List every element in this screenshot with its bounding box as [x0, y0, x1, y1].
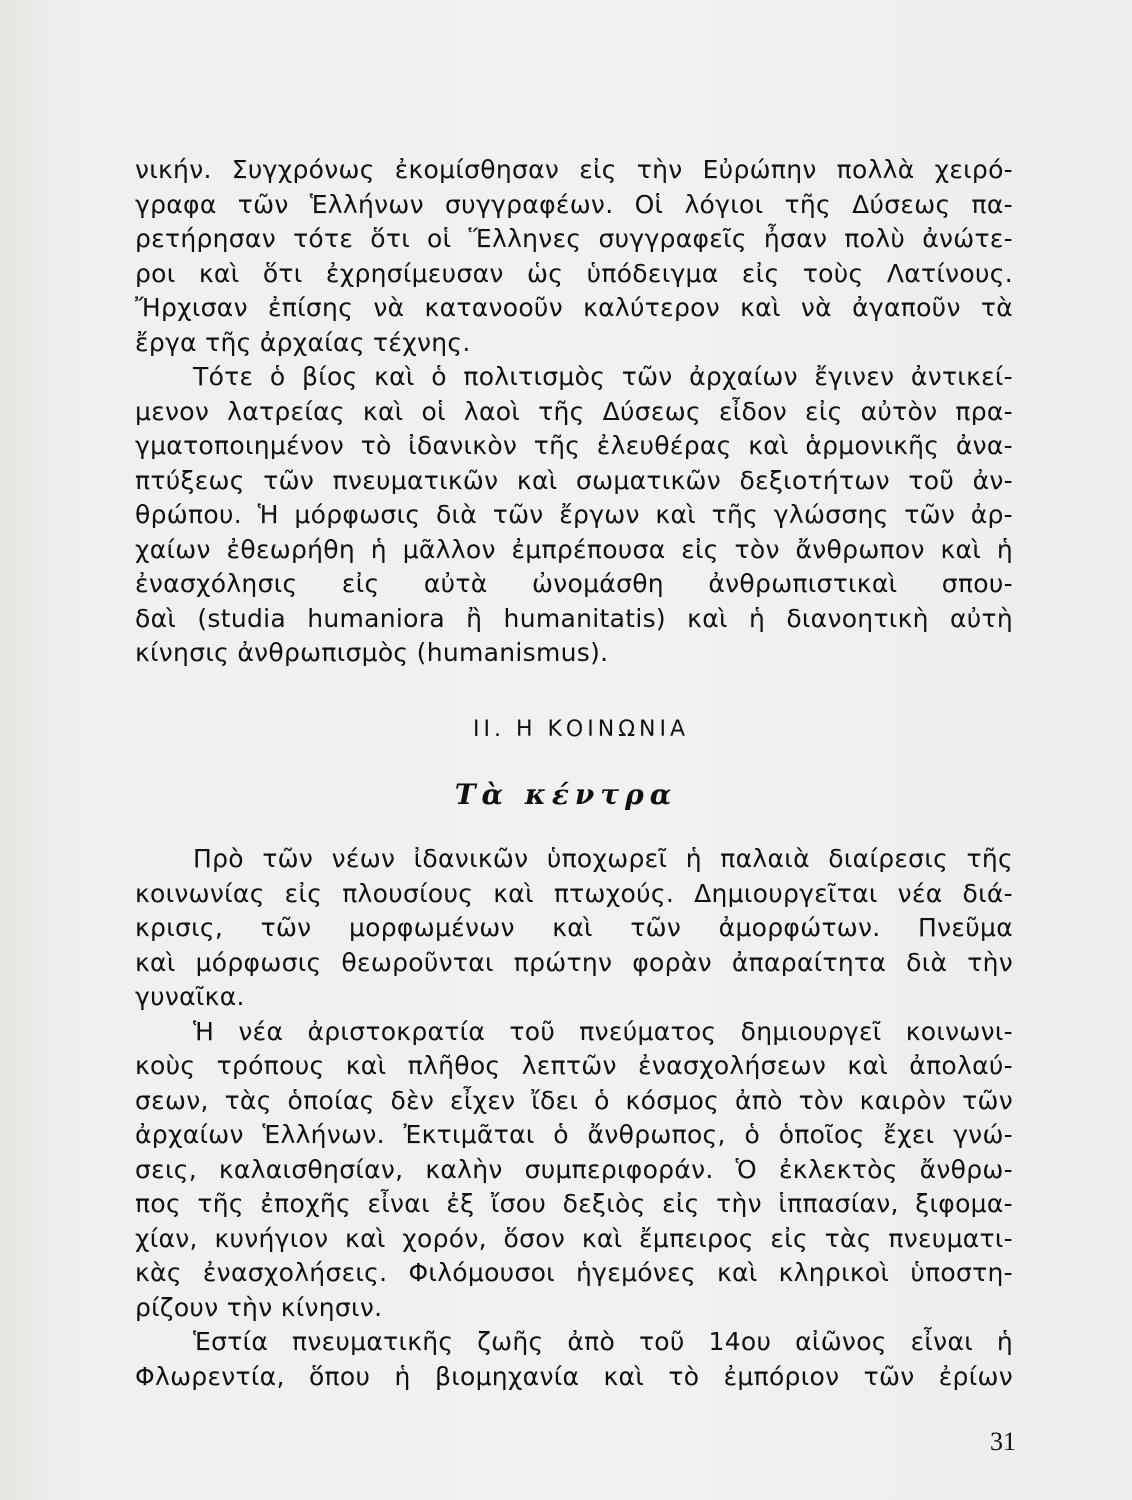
section-heading: II. Η ΚΟΙΝΩΝΙΑ: [473, 717, 689, 742]
text-line: ἐνασχόλησις εἰς αὐτὰ ὠνομάσθη ἀνθρωπιστικαὶ σπου-: [135, 569, 1013, 598]
text-line: δαὶ (studia humaniora ἢ humanitatis) καὶ ἡ διανοητικὴ αὐτὴ: [135, 603, 1013, 633]
text-line: μενον λατρείας καὶ οἱ λαοὶ τῆς Δύσεως εἶδον εἰς αὐτὸν πρα-: [135, 396, 1013, 426]
text-line: γματοποιημένον τὸ ἰδανικὸν τῆς ἐλευθέρας καὶ ἁρμονικῆς ἀνα-: [135, 431, 1013, 460]
paragraph-top: [135, 153, 1013, 671]
text-line: καὶ μόρφωσις θεωροῦνται πρώτην φορὰν ἀπαραίτητα διὰ τὴν: [135, 947, 1013, 977]
text-line: Ἤρχισαν ἐπίσης νὰ κατανοοῦν καλύτερον καὶ νὰ ἀγαποῦν τὰ: [135, 293, 1013, 322]
text-line: κοινωνίας εἰς πλουσίους καὶ πτωχούς. Δημιουργεῖται νέα διά-: [135, 878, 1013, 908]
text-line: Τότε ὁ βίος καὶ ὁ πολιτισμὸς τῶν ἀρχαίων ἔγινεν ἀντικεί-: [193, 362, 1013, 391]
text-line: χαίων ἐθεωρήθη ἡ μᾶλλον ἐμπρέπουσα εἰς τὸν ἄνθρωπον καὶ ἡ: [135, 534, 1013, 564]
text-line: Φλωρεντία, ὅπου ἡ βιομηχανία καὶ τὸ ἐμπόριον τῶν ἐρίων: [135, 1361, 1013, 1391]
subsection-title: Τὰ κέντρα: [454, 778, 678, 811]
text-line: κρισις, τῶν μορφωμένων καὶ τῶν ἀμορφώτων. Πνεῦμα: [135, 913, 1013, 942]
text-line: ροι καὶ ὅτι ἐχρησίμευσαν ὡς ὑπόδειγμα εἰς τοὺς Λατίνους.: [135, 258, 1013, 288]
text-line: θρώπου. Ἡ μόρφωσις διὰ τῶν ἔργων καὶ τῆς γλώσσης τῶν ἀρ-: [135, 500, 1013, 529]
text-line: γραφα τῶν Ἑλλήνων συγγραφέων. Οἱ λόγιοι τῆς Δύσεως πα-: [135, 189, 1013, 219]
paragraph-bottom: [135, 842, 1013, 1394]
text-line: ρετήρησαν τότε ὅτι οἱ Ἕλληνες συγγραφεῖς ἦσαν πολὺ ἀνώτε-: [135, 224, 1013, 253]
text-line: Ἡ νέα ἀριστοκρατία τοῦ πνεύματος δημιουργεῖ κοινωνι-: [193, 1016, 1013, 1046]
page-number: 31: [990, 1427, 1016, 1456]
text-line: κὰς ἐνασχολήσεις. Φιλόμουσοι ἡγεμόνες καὶ κληρικοὶ ὑποστη-: [135, 1258, 1013, 1287]
text-line: σεων, τὰς ὁποίας δὲν εἶχεν ἴδει ὁ κόσμος ἀπὸ τὸν καιρὸν τῶν: [135, 1085, 1013, 1115]
text-line: νικήν. Συγχρόνως ἐκομίσθησαν εἰς τὴν Εὐρώπην πολλὰ χειρό-: [135, 155, 1013, 184]
text-line: πτύξεως τῶν πνευματικῶν καὶ σωματικῶν δεξιοτήτων τοῦ ἀν-: [135, 465, 1013, 495]
text-line: Ἑστία πνευματικῆς ζωῆς ἀπὸ τοῦ 14ου αἰῶνος εἶναι ἡ: [193, 1327, 1013, 1356]
text-line: Πρὸ τῶν νέων ἰδανικῶν ὑποχωρεῖ ἡ παλαιὰ διαίρεσις τῆς: [193, 844, 1013, 873]
text-line: πος τῆς ἐποχῆς εἶναι ἐξ ἴσου δεξιὸς εἰς τὴν ἱππασίαν, ξιφομα-: [135, 1189, 1013, 1218]
text-line: ἔργα τῆς ἀρχαίας τέχνης.: [135, 327, 471, 357]
text-line: ρίζουν τὴν κίνησιν.: [135, 1292, 383, 1322]
text-line: σεις, καλαισθησίαν, καλὴν συμπεριφοράν. Ὁ ἐκλεκτὸς ἄνθρω-: [135, 1154, 1013, 1184]
text-line: κίνησις ἀνθρωπισμὸς (humanismus).: [135, 638, 609, 667]
text-line: ἀρχαίων Ἑλλήνων. Ἐκτιμᾶται ὁ ἄνθρωπος, ὁ ὁποῖος ἔχει γνώ-: [135, 1120, 1013, 1149]
text-line: κοὺς τρόπους καὶ πλῆθος λεπτῶν ἐνασχολήσεων καὶ ἀπολαύ-: [135, 1051, 1013, 1080]
text-line: χίαν, κυνήγιον καὶ χορόν, ὅσον καὶ ἔμπειρος εἰς τὰς πνευματι-: [135, 1223, 1013, 1253]
text-line: γυναῖκα.: [135, 982, 245, 1011]
